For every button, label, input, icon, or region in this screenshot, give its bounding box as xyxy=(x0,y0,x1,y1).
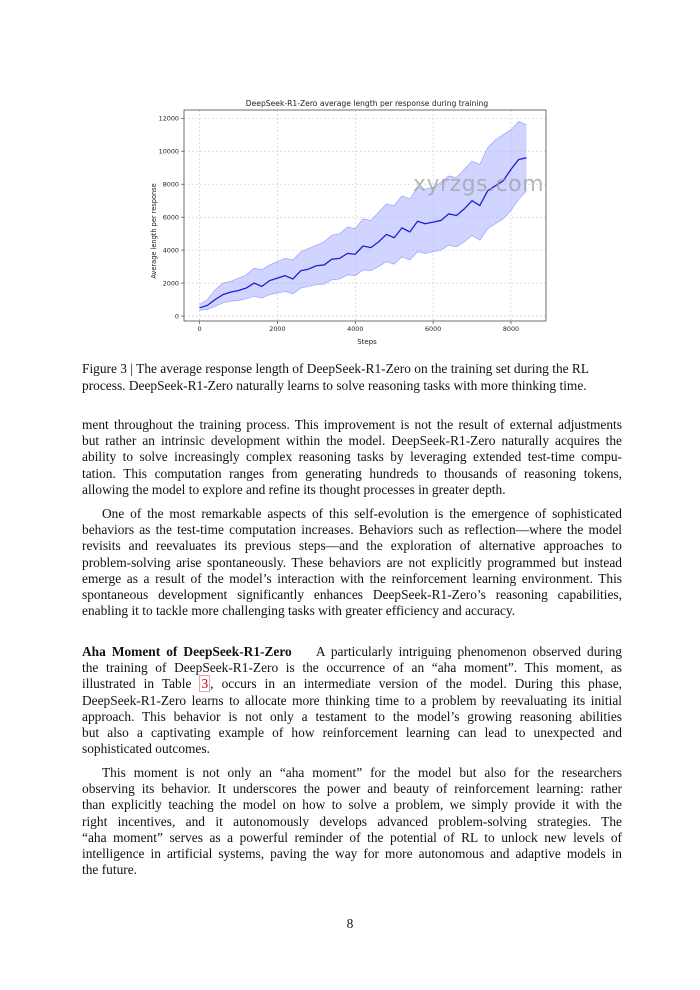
text-line: “aha moment” serves as a powerful reminder of the potential of RL to unlock new levels of xyxy=(82,829,622,845)
text-line: sophisticated outcomes. xyxy=(82,741,210,757)
text-line: intelligence in artificial systems, paving the way for more autonomous and adaptive models in xyxy=(82,846,622,862)
y-tick-label: 4000 xyxy=(162,246,179,255)
y-tick-label: 8000 xyxy=(162,180,179,189)
y-tick-label: 10000 xyxy=(158,147,179,156)
text-line: revisits and reevaluates its previous steps—and the exploration of alternative approaches to xyxy=(82,538,622,554)
text-line: but rather an intrinsic development within the model. DeepSeek-R1-Zero naturally acquires the xyxy=(82,433,622,449)
y-axis-label: Average length per response xyxy=(150,183,158,279)
text-line: approach. This behavior is not only a testament to the model’s growing reasoning abilities xyxy=(82,708,622,724)
text-line: than explicitly teaching the model on how to solve a problem, we simply provide it with the xyxy=(82,797,622,813)
text-line: the training of DeepSeek-R1-Zero is the occurrence of an “aha moment”. This moment, as xyxy=(82,660,622,676)
text-line: problem-solving arise spontaneously. These behaviors are not explicitly programmed but instead xyxy=(82,554,622,570)
text-line xyxy=(82,676,622,692)
text-line: DeepSeek-R1-Zero learns to allocate more thinking time to a problem by reevaluating its initial xyxy=(82,692,622,708)
y-tick-label: 6000 xyxy=(162,213,179,222)
x-tick-label: 2000 xyxy=(269,325,286,333)
watermark-text: xyrzgs.com xyxy=(413,172,545,197)
chart-title: DeepSeek-R1-Zero average length per response during training xyxy=(245,99,489,108)
section-heading: Aha Moment of DeepSeek-R1-Zero xyxy=(82,644,292,659)
paragraph-researchers xyxy=(82,765,622,878)
response-length-chart xyxy=(140,96,550,350)
text-line: ment throughout the training process. This improvement is not the result of external adjustments xyxy=(82,417,622,432)
text-line: One of the most remarkable aspects of this self-evolution is the emergence of sophisticated xyxy=(102,506,622,521)
caption-line: process. DeepSeek-R1-Zero naturally learns to solve reasoning tasks with more thinking time. xyxy=(82,378,587,393)
x-axis-label: Steps xyxy=(357,338,377,346)
paragraph-emergence xyxy=(82,506,622,619)
text-line xyxy=(82,644,622,660)
x-tick-label: 4000 xyxy=(347,325,364,333)
text-run: A particularly intriguing phenomenon observed during xyxy=(315,644,622,659)
text-line: behaviors as the test-time computation increases. Behaviors such as reflection—where the model xyxy=(82,522,622,538)
text-line: but also a captivating example of how reinforcement learning can lead to unexpected and xyxy=(82,725,622,741)
table-3-link[interactable]: 3 xyxy=(201,676,209,692)
y-tick-label: 0 xyxy=(174,312,179,321)
x-tick-label: 0 xyxy=(197,325,202,333)
figure-caption xyxy=(82,360,622,394)
paragraph-aha-moment xyxy=(82,644,622,757)
text-line: enabling it to tackle more challenging tasks with greater efficiency and accuracy. xyxy=(82,603,516,619)
plot-area xyxy=(159,110,546,333)
caption-line: Figure 3 | The average response length of DeepSeek-R1-Zero on the training set during the RL xyxy=(82,361,590,376)
text-line: the future. xyxy=(82,862,138,878)
text-line: right incentives, and it autonomously develops advanced problem-solving strategies. The xyxy=(82,813,622,829)
page-number: 8 xyxy=(346,916,354,931)
x-tick-label: 6000 xyxy=(424,325,442,333)
text-line: emerge as a result of the model’s interaction with the reinforcement learning environment. This xyxy=(82,570,622,586)
text-line: tation. This computation ranges from generating hundreds to thousands of reasoning tokens, xyxy=(82,465,622,481)
text-line: observing its behavior. It underscores the power and beauty of reinforcement learning: rather xyxy=(82,781,622,797)
text-run: , occurs in an intermediate version of the model. During this phase, xyxy=(210,676,623,692)
paragraph-self-evolution xyxy=(82,417,622,498)
text-line: This moment is not only an “aha moment” for the model but also for the researchers xyxy=(102,765,622,780)
y-tick-label: 2000 xyxy=(162,279,179,288)
text-line: spontaneous development significantly enhances DeepSeek-R1-Zero’s reasoning capabilities, xyxy=(82,587,622,603)
text-run: illustrated in Table xyxy=(82,676,200,692)
x-tick-label: 8000 xyxy=(502,325,520,333)
text-line: ability to solve increasingly complex reasoning tasks by leveraging extended test-time compu- xyxy=(82,449,622,465)
y-tick-label: 12000 xyxy=(158,114,179,123)
text-line: allowing the model to explore and refine its thought processes in greater depth. xyxy=(82,481,506,497)
